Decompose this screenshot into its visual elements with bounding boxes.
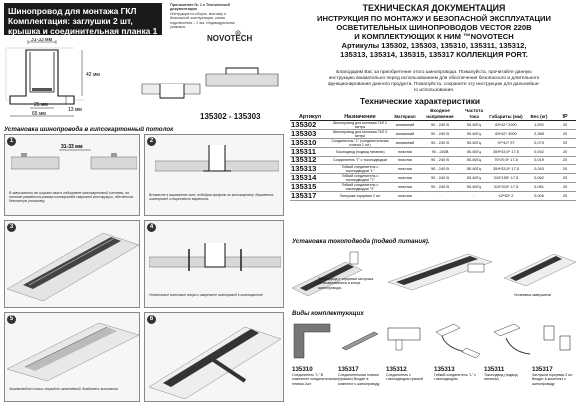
- dim-bottom: 25 мм: [34, 102, 48, 108]
- spec-article: 135311: [290, 148, 330, 157]
- spec-cell: 50-60Гц: [460, 121, 488, 130]
- spec-row: [290, 192, 576, 201]
- spec-cell: 50-60Гц: [460, 130, 488, 139]
- kits-title: Виды комплектующих: [292, 310, 364, 317]
- spec-cell: 20: [554, 130, 576, 139]
- spec-row: [290, 183, 576, 192]
- step-1-caption: В зависимости от ширины паза в гибкормене гипсокартонной системы, на потолке разметить размер шинопровода сварочной конструкции, обеспечить безопасную установку.: [9, 191, 134, 203]
- spec-table: [290, 108, 576, 201]
- spec-cell: 310*155* 17,5: [488, 174, 524, 183]
- install-title: Установка токоподвода (подвод питания).: [292, 238, 430, 245]
- intro-line: инструкцию внимательно перед использованием для обеспечения безопасного и длительного: [328, 76, 540, 81]
- intro-line: функционирования данного продукта. Пожалуйста, сохраните эту инструкцию для дальнейше-: [327, 82, 541, 87]
- spec-cell: 2,388: [524, 130, 554, 139]
- spec-cell: 0,062: [524, 174, 554, 183]
- spec-article: 135314: [290, 174, 330, 183]
- spec-cell: 50-60Гц: [460, 183, 488, 192]
- step-2-caption: Вставьте в вырезанное окно, подобрав профиль по гипсокартону. Выровнять шинопровод и тщательно закрепить.: [149, 193, 274, 201]
- spec-cell: 0,043: [524, 165, 554, 174]
- spec-title: Технические характеристики: [360, 96, 481, 106]
- step-number: 5: [7, 315, 16, 324]
- step-3-illustration: [7, 225, 139, 305]
- spec-article: 135317: [290, 192, 330, 201]
- intro-line: го использования.: [413, 88, 455, 93]
- step-4-caption: Установите винтовые опоры и закрепите шинопровод в гипсокартоне.: [149, 293, 264, 297]
- spec-cell: 50-60Гц: [460, 148, 488, 157]
- step-5: [4, 312, 140, 402]
- spec-cell: 90 - 240В: [420, 148, 460, 157]
- subtitle-line: Артикулы 135302, 135303, 135310, 135311, 135312,: [341, 41, 527, 50]
- install-caption-1: Токоподвод и торцевая заглушка устанавливаются в конце шинопровода.: [318, 277, 374, 290]
- doc-subtitle: [288, 14, 580, 59]
- step-4: [144, 220, 284, 308]
- spec-cell: Шинопровод для монтажа ГКЛ 3 метра: [330, 130, 390, 139]
- kit-text: Токоподвод (подвод питания): [484, 373, 518, 382]
- left-panel: [0, 0, 288, 405]
- spec-cell: 90 - 240 В: [420, 130, 460, 139]
- spec-cell: пластик: [390, 192, 420, 201]
- step-2-illustration: [155, 141, 279, 189]
- spec-cell: 50-60Гц: [460, 156, 488, 165]
- kit-code: 135317: [338, 366, 359, 373]
- kit-text: Заглушка торцевая 2 шт Входит в комплект к шинопроводу: [532, 373, 573, 386]
- spec-header-row: [290, 108, 576, 121]
- kit-item: [484, 366, 528, 382]
- intro-line: Благодарим Вас за приобретение этого шинопровода. Пожалуйста, прочитайте данную: [336, 70, 532, 75]
- spec-cell: 0,019: [524, 156, 554, 165]
- step-2: [144, 134, 284, 216]
- kit-item: [434, 366, 480, 382]
- spec-cell: Соединитель "L" (соединительная планка 2 шт): [331, 139, 389, 147]
- spec-row: [290, 139, 576, 148]
- spec-cell: 50-60Гц: [460, 139, 488, 148]
- kit-code: 135317: [532, 366, 553, 373]
- spec-header: Входное напряжение: [420, 108, 460, 121]
- doc-title: ТЕХНИЧЕСКАЯ ДОКУМЕНТАЦИЯ: [362, 3, 506, 13]
- spec-cell: пластик: [390, 148, 420, 157]
- spec-cell: Токоподвод (подвод питания): [330, 148, 390, 157]
- spec-row: [290, 148, 576, 157]
- logo-text: NOVOTECH: [207, 34, 253, 42]
- spec-cell: 90 - 240 В: [420, 121, 460, 130]
- spec-cell: Шинопровод для монтажа ГКЛ 2 метра: [330, 121, 390, 130]
- kit-l-connector-image: [294, 324, 330, 358]
- step-4-illustration: [149, 235, 281, 285]
- spec-cell: 359*33,5* 17,5: [488, 148, 524, 157]
- spec-cell: 359*33,5* 17,5: [488, 165, 524, 174]
- profile-cross-section: [4, 38, 132, 120]
- spec-row: [290, 174, 576, 183]
- spec-cell: 20: [554, 165, 576, 174]
- step-6-illustration: [149, 317, 281, 399]
- appendix-title: Приложение № 1 к Технической документации: [170, 3, 230, 12]
- left-section-title: Установка шинопровода в гипсокартонный потолок: [4, 126, 174, 133]
- spec-cell: 65*42* 2000: [488, 121, 524, 130]
- spec-cell: 20: [554, 121, 576, 130]
- spec-article: 135302: [290, 121, 330, 130]
- spec-header: Артикул: [290, 108, 330, 121]
- step-number: 6: [147, 315, 156, 324]
- kit-flex-connector-image: [436, 324, 480, 358]
- spec-cell: 0,006: [524, 192, 554, 201]
- dim-height: 42 мм: [86, 72, 100, 78]
- spec-row: [290, 130, 576, 139]
- step-3: [4, 220, 140, 308]
- spec-cell: 20: [554, 148, 576, 157]
- kit-code: 135310: [292, 366, 313, 373]
- spec-cell: алюминий: [390, 139, 420, 148]
- kit-text: Соединительная планка (прямая) Входит в комплект к шинопроводу: [338, 373, 380, 386]
- spec-cell: Гибкий соединитель с токоподводом "X": [330, 183, 390, 192]
- kit-item: [532, 366, 578, 386]
- spec-header: Частота тока: [460, 108, 488, 121]
- spec-header: Материал: [390, 108, 420, 121]
- profile-code-label: 135302 - 135303: [200, 112, 261, 121]
- spec-cell: 20: [554, 174, 576, 183]
- spec-article: 135313: [290, 165, 330, 174]
- spec-cell: пластик: [390, 165, 420, 174]
- subtitle-line: 135313, 135314, 135315, 135317 КОЛЛЕКЦИЯ PORT.: [340, 50, 528, 59]
- kit-code: 135312: [386, 366, 407, 373]
- spec-article: 135315: [290, 183, 330, 192]
- subtitle-line: И КОМПЛЕКТУЮЩИХ К НИМ ™NOVOTECH: [354, 32, 514, 41]
- spec-cell: Соединитель "I" с токоподводом: [330, 156, 390, 165]
- spec-row: [290, 165, 576, 174]
- spec-cell: -: [420, 192, 460, 201]
- kit-item: [386, 366, 430, 382]
- spec-cell: пластик: [390, 183, 420, 192]
- step-1-dim: 31-33 мм: [61, 144, 83, 150]
- step-5-illustration: [7, 317, 139, 383]
- spec-cell: 20: [554, 192, 576, 201]
- spec-cell: Гибкий соединитель с токоподводом "L": [330, 165, 390, 174]
- right-panel: [288, 0, 580, 405]
- novotech-logo: [206, 30, 286, 42]
- spec-cell: -: [460, 192, 488, 201]
- kits-illustrations: [290, 318, 578, 364]
- kit-text: Соединитель "L" В комплекте соединительная планка 2шт: [292, 373, 338, 386]
- profile-perspective: [140, 64, 280, 108]
- spec-row: [290, 121, 576, 130]
- step-number: 1: [7, 137, 16, 146]
- step-number: 4: [147, 223, 156, 232]
- spec-header: Вес (кг): [524, 108, 554, 121]
- spec-article: 135312: [290, 156, 330, 165]
- spec-cell: 90 - 240 В: [420, 165, 460, 174]
- kit-power-feed-image: [494, 324, 530, 354]
- kit-item: [338, 366, 384, 386]
- install-caption-2: Установка завершена!: [514, 293, 552, 297]
- spec-cell: 310*310* 17,5: [488, 183, 524, 192]
- step-1: [4, 134, 140, 216]
- spec-header: Габариты (мм): [488, 108, 524, 121]
- spec-cell: 90 - 240 В: [420, 183, 460, 192]
- spec-cell: алюминий: [390, 130, 420, 139]
- step-6: [144, 312, 284, 402]
- dim-flange: 13 мм: [68, 107, 82, 113]
- spec-cell: 65*42* 3000: [488, 130, 524, 139]
- spec-cell: 50-60Гц: [460, 165, 488, 174]
- kit-text: Соединитель с токоподводом прямой: [386, 373, 423, 382]
- spec-cell: 20: [554, 183, 576, 192]
- spec-cell: пластик: [390, 156, 420, 165]
- step-5-caption: Зашпаклюйте стыки, покройте шпатлёвкой, дождитесь высыхания.: [9, 387, 119, 391]
- spec-header: Назначение: [330, 108, 390, 121]
- appendix-text: Инструкция по сборке, монтажу и безопасной эксплуатации, схема подключения – 1 экз. Индивидуальная упаковка.: [170, 11, 235, 30]
- spec-cell: Гибкий соединитель с токоподводом "T": [330, 174, 390, 183]
- kit-end-cap-image: [544, 326, 570, 350]
- spec-cell: 0,042: [524, 148, 554, 157]
- subtitle-line: ИНСТРУКЦИЯ ПО МОНТАЖУ И БЕЗОПАСНОЙ ЭКСПЛУАТАЦИИ: [317, 14, 551, 23]
- spec-cell: 90 - 240 В: [420, 174, 460, 183]
- spec-cell: 42*30* 2: [488, 192, 524, 201]
- spec-cell: 0,073: [524, 139, 554, 148]
- spec-cell: пластик: [390, 174, 420, 183]
- spec-cell: 20: [554, 156, 576, 165]
- spec-cell: 50-60Гц: [460, 174, 488, 183]
- kit-item: [292, 366, 338, 386]
- spec-cell: 1,592: [524, 121, 554, 130]
- spec-cell: 90 - 240 В: [420, 156, 460, 165]
- spec-cell: Заглушка торцевая 2 шт: [330, 192, 390, 201]
- header-line-3: крышка и соединительная планка 1 шт.: [8, 26, 158, 46]
- step-number: 3: [7, 223, 16, 232]
- subtitle-line: ОСВЕТИТЕЛЬНЫХ ШИНОПРОВОДОВ VECTOR 220В: [336, 23, 532, 32]
- spec-cell: 90 - 240 В: [420, 139, 460, 148]
- dim-overall: 65 мм: [32, 111, 46, 117]
- spec-cell: 0,081: [524, 183, 554, 192]
- dim-width-top: 31-33 мм: [31, 38, 53, 43]
- header-line-2: Комплектация: заглушки 2 шт,: [8, 16, 133, 26]
- spec-article: 135303: [290, 130, 330, 139]
- intro-text: [288, 70, 580, 94]
- step-number: 2: [147, 137, 156, 146]
- kit-plate-image: [342, 332, 378, 350]
- spec-cell: алюминий: [390, 121, 420, 130]
- step-1-illustration: [11, 141, 137, 189]
- spec-cell: 97*42* 97: [488, 139, 524, 148]
- spec-row: [290, 156, 576, 165]
- spec-header: IP: [554, 108, 576, 121]
- kit-straight-connector-image: [388, 328, 420, 350]
- spec-article: 135310: [290, 139, 330, 148]
- kit-code: 135311: [484, 366, 505, 373]
- kit-text: Гибкий соединитель "L" с токоподводом: [434, 373, 477, 382]
- kit-code: 135313: [434, 366, 455, 373]
- spec-cell: 20: [554, 139, 576, 148]
- appendix-note: [170, 3, 236, 29]
- spec-cell: 75*29,5* 17,5: [488, 156, 524, 165]
- header-line-1: Шинопровод для монтажа ГКЛ: [8, 6, 137, 16]
